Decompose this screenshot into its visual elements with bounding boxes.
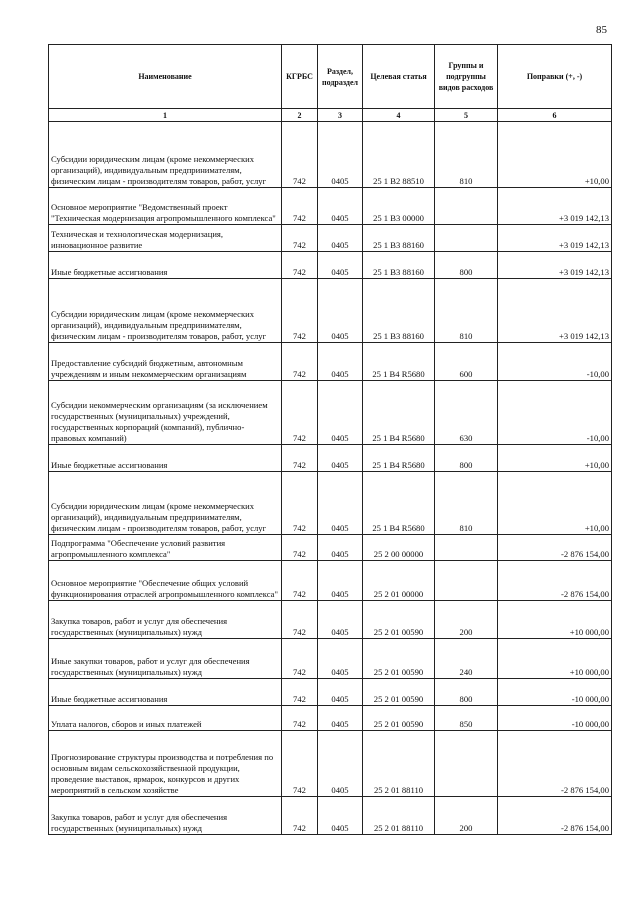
- row-group: 800: [435, 252, 498, 279]
- row-name: Иные бюджетные ассигнования: [49, 445, 282, 472]
- row-name: Техническая и технологическая модернизация, инновационное развитие: [49, 225, 282, 252]
- row-kgrbs: 742: [282, 279, 318, 343]
- table-row: [49, 188, 612, 225]
- row-amount: -2 876 154,00: [498, 731, 612, 797]
- row-name: Субсидии некоммерческим организациям (за исключением государственных (муниципальных) учреждений, государственных корпораций (компаний), публично-правовых компаний): [49, 381, 282, 445]
- row-kgrbs: 742: [282, 188, 318, 225]
- table-row: [49, 797, 612, 835]
- row-amount: -2 876 154,00: [498, 797, 612, 835]
- table-row: [49, 561, 612, 601]
- row-name: Субсидии юридическим лицам (кроме некоммерческих организаций), индивидуальным предпринимателям, физическим лицам - производителям товаров, работ, услуг: [49, 279, 282, 343]
- row-kgrbs: 742: [282, 535, 318, 561]
- column-number: 3: [318, 109, 363, 122]
- row-target: 25 2 01 00590: [363, 601, 435, 639]
- row-target: 25 1 B3 00000: [363, 188, 435, 225]
- row-group: 810: [435, 472, 498, 535]
- row-group: [435, 535, 498, 561]
- row-group: 200: [435, 601, 498, 639]
- row-group: 810: [435, 279, 498, 343]
- row-target: 25 1 B4 R5680: [363, 445, 435, 472]
- column-number: 5: [435, 109, 498, 122]
- table-row: [49, 639, 612, 679]
- header-kgrbs: КГРБС: [282, 45, 318, 109]
- row-kgrbs: 742: [282, 343, 318, 381]
- row-group: 800: [435, 679, 498, 706]
- row-amount: +10 000,00: [498, 639, 612, 679]
- row-group: 810: [435, 122, 498, 188]
- row-section: 0405: [318, 561, 363, 601]
- row-target: 25 2 01 00590: [363, 679, 435, 706]
- row-kgrbs: 742: [282, 445, 318, 472]
- row-amount: +10,00: [498, 472, 612, 535]
- row-target: 25 2 01 88110: [363, 731, 435, 797]
- table-row: [49, 122, 612, 188]
- row-name: Уплата налогов, сборов и иных платежей: [49, 706, 282, 731]
- row-amount: +3 019 142,13: [498, 188, 612, 225]
- row-kgrbs: 742: [282, 797, 318, 835]
- row-name: Иные бюджетные ассигнования: [49, 679, 282, 706]
- table-header-row: [49, 45, 612, 109]
- row-amount: -2 876 154,00: [498, 561, 612, 601]
- row-target: 25 1 B4 R5680: [363, 381, 435, 445]
- row-kgrbs: 742: [282, 679, 318, 706]
- row-target: 25 1 B3 88160: [363, 279, 435, 343]
- row-amount: +10 000,00: [498, 601, 612, 639]
- table-row: [49, 252, 612, 279]
- row-kgrbs: 742: [282, 252, 318, 279]
- row-section: 0405: [318, 639, 363, 679]
- page-number: 85: [596, 24, 607, 36]
- row-group: 850: [435, 706, 498, 731]
- table-row: [49, 601, 612, 639]
- row-amount: +3 019 142,13: [498, 225, 612, 252]
- row-kgrbs: 742: [282, 381, 318, 445]
- row-section: 0405: [318, 445, 363, 472]
- column-number: 4: [363, 109, 435, 122]
- table-row: [49, 472, 612, 535]
- row-name: Иные бюджетные ассигнования: [49, 252, 282, 279]
- column-number: 6: [498, 109, 612, 122]
- row-group: 630: [435, 381, 498, 445]
- row-amount: -10 000,00: [498, 706, 612, 731]
- row-kgrbs: 742: [282, 225, 318, 252]
- row-section: 0405: [318, 535, 363, 561]
- row-target: 25 2 00 00000: [363, 535, 435, 561]
- row-section: 0405: [318, 279, 363, 343]
- row-name: Прогнозирование структуры производства и потребления по основным видам сельскохозяйственной продукции, проведение выставок, ярмарок, конкурсов и других мероприятий в сельском хозяйстве: [49, 731, 282, 797]
- table-row: [49, 731, 612, 797]
- row-kgrbs: 742: [282, 639, 318, 679]
- row-target: 25 1 B4 R5680: [363, 472, 435, 535]
- row-target: 25 1 B3 88160: [363, 252, 435, 279]
- header-groups: Группы и подгруппы видов расходов: [435, 45, 498, 109]
- row-name: Подпрограмма "Обеспечение условий развития агропромышленного комплекса": [49, 535, 282, 561]
- row-amount: -10 000,00: [498, 679, 612, 706]
- table-row: [49, 535, 612, 561]
- row-target: 25 2 01 00590: [363, 639, 435, 679]
- table-row: [49, 445, 612, 472]
- row-section: 0405: [318, 731, 363, 797]
- row-target: 25 1 B2 88510: [363, 122, 435, 188]
- row-group: 200: [435, 797, 498, 835]
- row-amount: +10,00: [498, 122, 612, 188]
- row-section: 0405: [318, 679, 363, 706]
- header-target: Целевая статья: [363, 45, 435, 109]
- row-amount: -2 876 154,00: [498, 535, 612, 561]
- row-target: 25 2 01 88110: [363, 797, 435, 835]
- row-section: 0405: [318, 225, 363, 252]
- row-name: Предоставление субсидий бюджетным, автономным учреждениям и иным некоммерческим организациям: [49, 343, 282, 381]
- row-section: 0405: [318, 122, 363, 188]
- column-number-row: [49, 109, 612, 122]
- table-row: [49, 706, 612, 731]
- row-name: Субсидии юридическим лицам (кроме некоммерческих организаций), индивидуальным предпринимателям, физическим лицам - производителям товаров, работ, услуг: [49, 472, 282, 535]
- row-kgrbs: 742: [282, 472, 318, 535]
- header-name: Наименование: [49, 45, 282, 109]
- row-amount: +3 019 142,13: [498, 252, 612, 279]
- row-amount: -10,00: [498, 343, 612, 381]
- row-group: [435, 731, 498, 797]
- row-kgrbs: 742: [282, 706, 318, 731]
- row-kgrbs: 742: [282, 731, 318, 797]
- row-name: Основное мероприятие "Обеспечение общих условий функционирования отраслей агропромышленного комплекса": [49, 561, 282, 601]
- row-kgrbs: 742: [282, 122, 318, 188]
- table-row: [49, 381, 612, 445]
- row-section: 0405: [318, 381, 363, 445]
- row-kgrbs: 742: [282, 601, 318, 639]
- row-kgrbs: 742: [282, 561, 318, 601]
- table-row: [49, 225, 612, 252]
- row-amount: +3 019 142,13: [498, 279, 612, 343]
- budget-amendments-table: [48, 44, 612, 835]
- row-group: 240: [435, 639, 498, 679]
- row-name: Закупка товаров, работ и услуг для обеспечения государственных (муниципальных) нужд: [49, 601, 282, 639]
- table-row: [49, 343, 612, 381]
- row-section: 0405: [318, 797, 363, 835]
- row-section: 0405: [318, 343, 363, 381]
- row-name: Субсидии юридическим лицам (кроме некоммерческих организаций), индивидуальным предпринимателям, физическим лицам - производителям товаров, работ, услуг: [49, 122, 282, 188]
- row-section: 0405: [318, 188, 363, 225]
- row-name: Закупка товаров, работ и услуг для обеспечения государственных (муниципальных) нужд: [49, 797, 282, 835]
- row-group: [435, 225, 498, 252]
- table-row: [49, 279, 612, 343]
- row-section: 0405: [318, 252, 363, 279]
- column-number: 2: [282, 109, 318, 122]
- header-amendments: Поправки (+, -): [498, 45, 612, 109]
- row-section: 0405: [318, 472, 363, 535]
- table-row: [49, 679, 612, 706]
- row-group: 600: [435, 343, 498, 381]
- row-group: [435, 561, 498, 601]
- row-group: 800: [435, 445, 498, 472]
- row-amount: -10,00: [498, 381, 612, 445]
- row-name: Иные закупки товаров, работ и услуг для обеспечения государственных (муниципальных) нужд: [49, 639, 282, 679]
- header-section: Раздел, подраздел: [318, 45, 363, 109]
- row-section: 0405: [318, 601, 363, 639]
- row-group: [435, 188, 498, 225]
- row-target: 25 1 B4 R5680: [363, 343, 435, 381]
- column-number: 1: [49, 109, 282, 122]
- row-name: Основное мероприятие "Ведомственный проект "Техническая модернизация агропромышленного комплекса": [49, 188, 282, 225]
- row-target: 25 1 B3 88160: [363, 225, 435, 252]
- row-amount: +10,00: [498, 445, 612, 472]
- row-target: 25 2 01 00000: [363, 561, 435, 601]
- row-section: 0405: [318, 706, 363, 731]
- row-target: 25 2 01 00590: [363, 706, 435, 731]
